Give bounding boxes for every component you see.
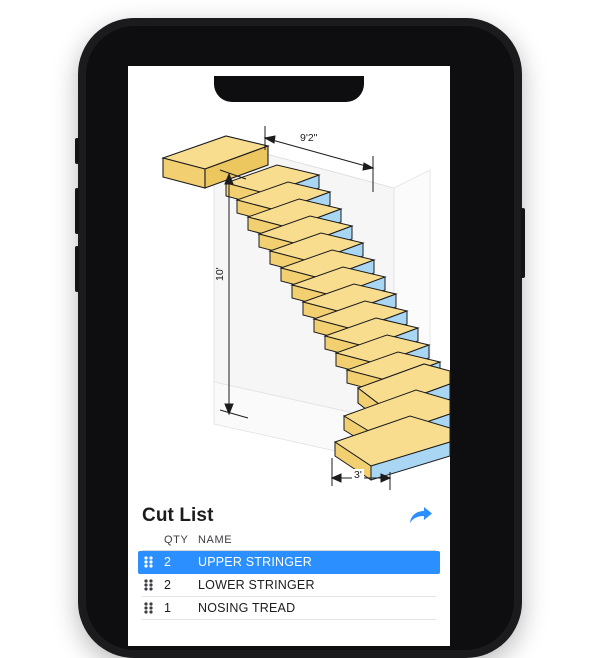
cut-list-header (142, 498, 436, 534)
row-name: LOWER STRINGER (198, 578, 315, 592)
app-screen-content (128, 66, 450, 646)
row-qty: 2 (164, 555, 171, 569)
row-name: NOSING TREAD (198, 601, 296, 615)
dimension-label-tread-width: 3' (354, 469, 362, 481)
dimension-label-run: 9'2" (300, 132, 318, 144)
share-arrow-icon[interactable] (406, 504, 436, 528)
volume-up-button[interactable] (75, 188, 79, 234)
phone-device (78, 18, 522, 658)
volume-down-button[interactable] (75, 246, 79, 292)
table-row[interactable] (142, 597, 436, 620)
drag-handle-icon[interactable] (142, 555, 164, 569)
cut-list-title: Cut List (142, 505, 214, 526)
cut-list-column-headers (142, 534, 436, 551)
table-row[interactable] (142, 574, 436, 597)
table-row[interactable] (138, 551, 440, 574)
drag-handle-icon[interactable] (142, 601, 164, 615)
power-button[interactable] (521, 208, 525, 278)
silent-switch[interactable] (75, 138, 79, 164)
dimension-label-rise: 10' (214, 267, 226, 281)
column-header-qty: QTY (164, 534, 189, 546)
phone-screen (128, 66, 450, 646)
phone-notch (214, 76, 364, 102)
row-name: UPPER STRINGER (198, 555, 312, 569)
column-header-name: NAME (198, 534, 233, 546)
stair-drawing-canvas[interactable] (128, 66, 450, 498)
stair-isometric-drawing (128, 66, 450, 498)
row-qty: 2 (164, 578, 171, 592)
row-qty: 1 (164, 601, 171, 615)
cut-list-panel (128, 498, 450, 646)
drag-handle-icon[interactable] (142, 578, 164, 592)
